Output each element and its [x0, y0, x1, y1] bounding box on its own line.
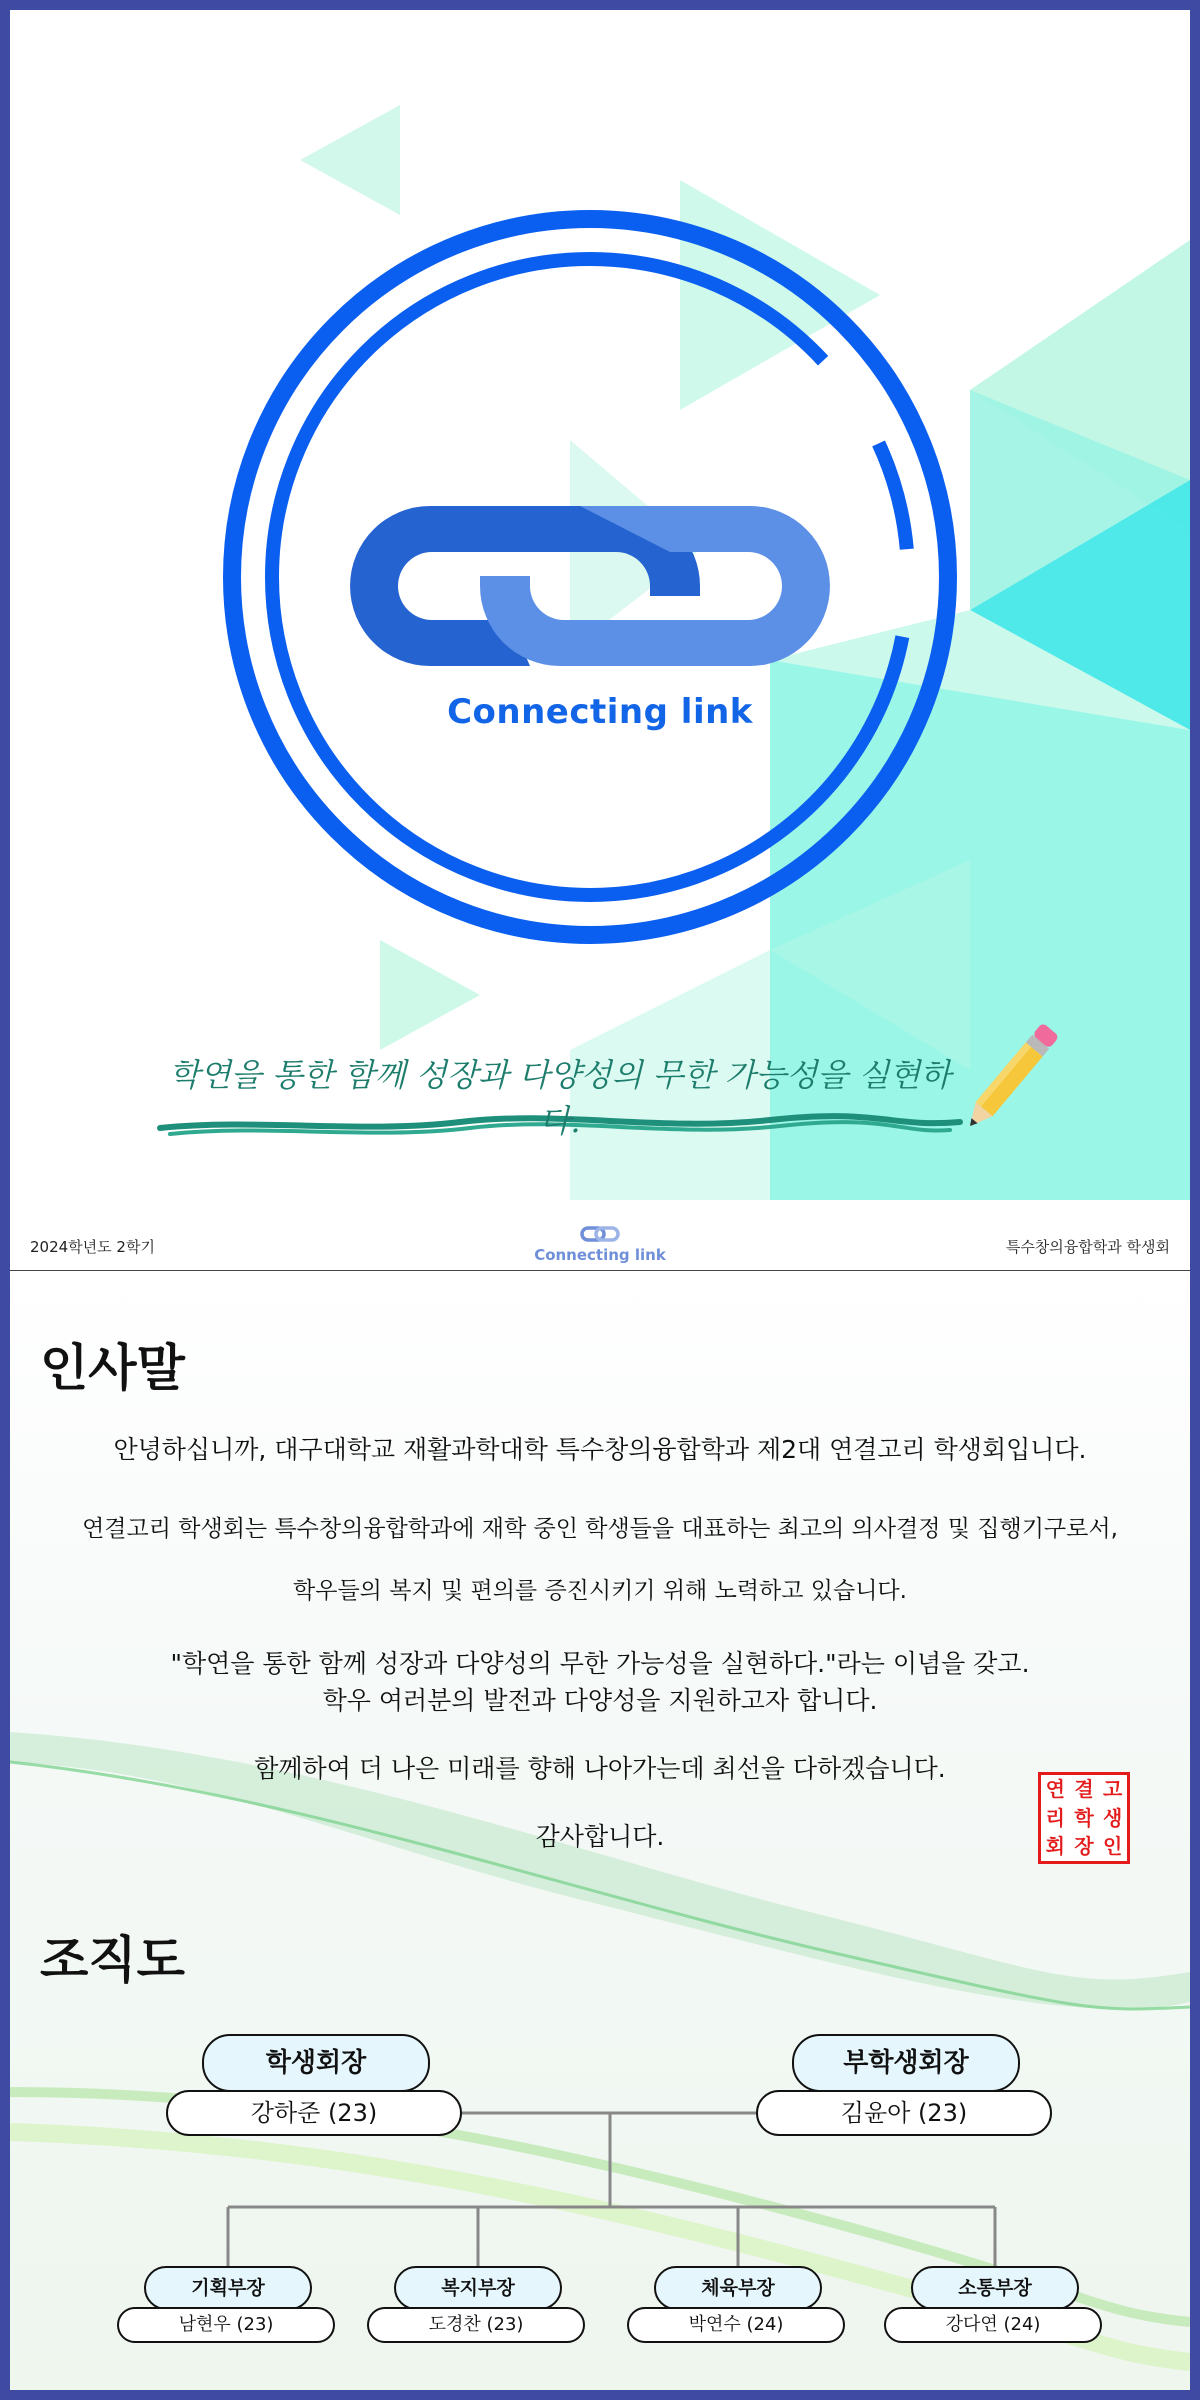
greeting-line: 함께하여 더 나은 미래를 향해 나아가는데 최선을 다하겠습니다.	[254, 1754, 946, 1783]
official-seal: 연 결 고 리 학 생 회 장 인	[1038, 1772, 1130, 1864]
vice-president-role: 부학생회장	[792, 2034, 1020, 2092]
communication-head-name: 강다연 (24)	[884, 2307, 1102, 2343]
department-label: 특수창의융합학과 학생회	[1005, 1238, 1170, 1256]
communication-head-role: 소통부장	[911, 2266, 1079, 2310]
org-chart-connectors	[10, 10, 1200, 2400]
planning-head-name: 남현우 (23)	[117, 2307, 335, 2343]
greeting-title: 인사말	[40, 1339, 185, 1397]
greeting-line: 연결고리 학생회는 특수창의융합학과에 재학 중인 학생들을 대표하는 최고의 의사결정 및 집행기구로서,	[82, 1516, 1118, 1542]
greeting-line: 학우들의 복지 및 편의를 증진시키기 위해 노력하고 있습니다.	[293, 1578, 907, 1604]
welfare-head-role: 복지부장	[394, 2266, 562, 2310]
president-role: 학생회장	[202, 2034, 430, 2092]
planning-head-role: 기획부장	[144, 2266, 312, 2310]
org-chart-title: 조직도	[40, 1931, 185, 1989]
vice-president-name: 김윤아 (23)	[756, 2090, 1052, 2136]
semester-label: 2024학년도 2학기	[30, 1238, 155, 1256]
greeting-line: 학우 여러분의 발전과 다양성을 지원하고자 합니다.	[322, 1686, 878, 1715]
welfare-head-name: 도경찬 (23)	[367, 2307, 585, 2343]
greeting-line: "학연을 통한 함께 성장과 다양성의 무한 가능성을 실현하다."라는 이념을 갖고.	[170, 1649, 1030, 1678]
greeting-line: 감사합니다.	[535, 1822, 665, 1851]
sports-head-name: 박연수 (24)	[627, 2307, 845, 2343]
sports-head-role: 체육부장	[654, 2266, 822, 2310]
president-name: 강하준 (23)	[166, 2090, 462, 2136]
cover-slogan: 학연을 통한 함께 성장과 다양성의 무한 가능성을 실현하다.	[168, 1056, 952, 1140]
greeting-line: 안녕하십니까, 대구대학교 재활과학대학 특수창의융합학과 제2대 연결고리 학생회입니다.	[113, 1435, 1087, 1464]
header-logo-text: Connecting link	[534, 1246, 666, 1264]
cover-logo-text: Connecting link	[447, 692, 753, 732]
